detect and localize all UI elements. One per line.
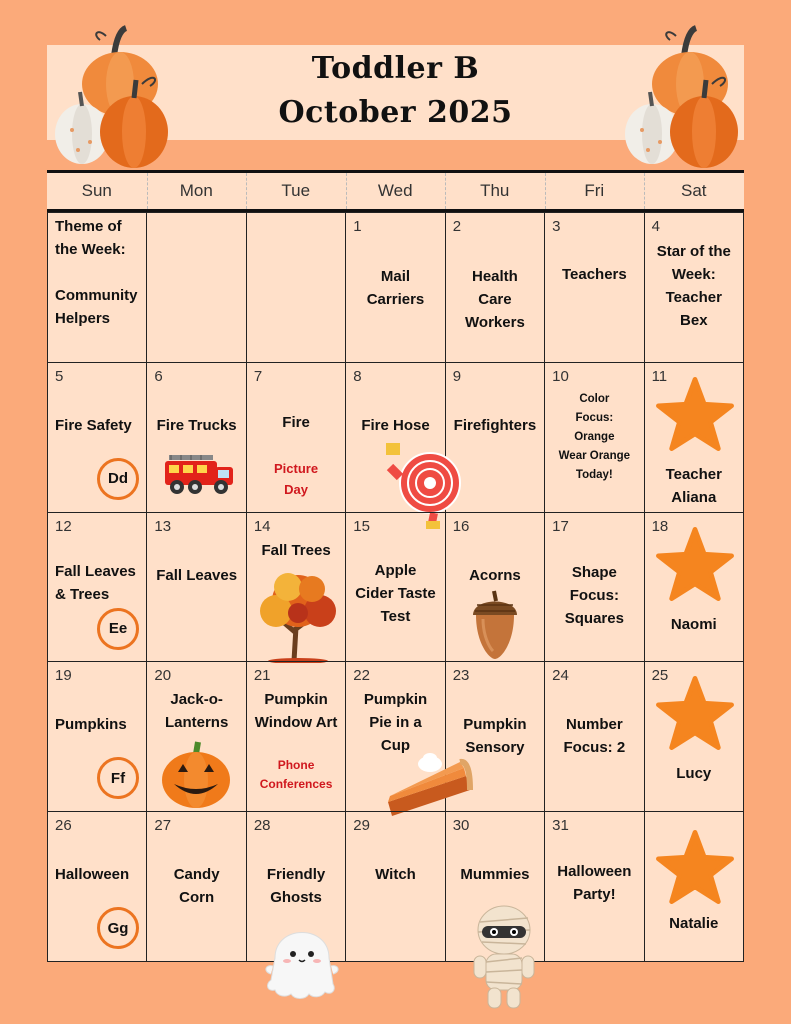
- day-cell: [545, 362, 644, 512]
- mummy-icon: [464, 900, 544, 1010]
- day-theme: Mail Carriers: [366, 268, 425, 308]
- star-icon: [656, 377, 734, 451]
- color-focus-text: Color Focus: Orange Wear Orange Today!: [558, 392, 631, 481]
- day-cell: [147, 362, 246, 512]
- day-theme: Apple Cider Taste Test: [355, 561, 436, 625]
- day-cell: [346, 362, 445, 512]
- day-theme: Acorns: [469, 566, 521, 584]
- day-theme: Witch: [375, 866, 416, 884]
- day-cell: [147, 811, 246, 961]
- day-number: 22: [353, 667, 370, 685]
- day-number: 23: [452, 667, 470, 685]
- weekday-fri: Fri: [584, 181, 605, 200]
- letter-of-week-badge: Ff: [97, 757, 139, 799]
- day-cell: [645, 661, 744, 811]
- weekday-thu: Thu: [480, 181, 510, 200]
- day-cell: [247, 811, 346, 961]
- phone-conferences-notice: Phone Conferences: [259, 758, 333, 792]
- day-cell: [545, 811, 644, 961]
- day-cell-empty: [147, 212, 246, 362]
- day-cell: [446, 512, 545, 662]
- day-number: 2: [452, 218, 462, 235]
- day-theme: Fire Safety: [55, 416, 132, 434]
- day-theme: Jack-o- Lanterns: [164, 691, 229, 732]
- theme-of-week-text: Theme of the Week: Community Helpers: [55, 218, 138, 327]
- day-theme: Firefighters: [453, 416, 537, 434]
- day-number: 28: [253, 817, 271, 835]
- day-cell: [48, 661, 147, 811]
- day-theme: Fire: [282, 413, 310, 431]
- day-number: 1: [353, 218, 362, 235]
- day-cell: [446, 811, 545, 961]
- day-cell: [645, 512, 744, 662]
- day-number: 29: [353, 817, 370, 835]
- day-theme: Friendly Ghosts: [266, 866, 326, 907]
- day-cell: [545, 512, 644, 662]
- day-theme: Mummies: [460, 866, 530, 884]
- day-number: 26: [55, 817, 72, 835]
- number-focus-text: Number Focus: 2: [563, 716, 626, 757]
- calendar-grid: [47, 212, 744, 962]
- day-number: 19: [55, 667, 72, 685]
- day-number: 11: [651, 367, 668, 385]
- day-cell: [645, 362, 744, 512]
- star-of-week-text: Star of the Week: Teacher Bex: [656, 243, 731, 329]
- fire-truck-icon: [161, 451, 237, 497]
- day-number: 27: [154, 817, 172, 835]
- star-icon: [656, 527, 734, 601]
- day-number: 5: [55, 367, 64, 385]
- day-cell: [545, 212, 644, 362]
- day-number: 9: [452, 367, 462, 385]
- letter-of-week-badge: Gg: [97, 907, 139, 949]
- day-number: 25: [651, 667, 669, 685]
- day-cell: [147, 512, 246, 662]
- student-name: Teacher Aliana: [665, 465, 722, 506]
- student-name: Lucy: [676, 765, 712, 783]
- day-cell: [446, 661, 545, 811]
- weekday-mon: Mon: [179, 181, 213, 200]
- pumpkins-right-icon: [620, 22, 745, 172]
- day-cell: [346, 212, 445, 362]
- student-name: Naomi: [670, 615, 717, 633]
- day-number: 7: [253, 367, 263, 385]
- day-cell: [346, 661, 445, 811]
- day-number: 3: [552, 218, 561, 235]
- acorn-icon: [469, 587, 521, 663]
- day-theme: Fire Trucks: [156, 416, 237, 434]
- day-number: 12: [55, 517, 72, 535]
- day-theme: Fall Trees: [261, 541, 331, 559]
- day-theme: Pumpkin Sensory: [463, 716, 527, 757]
- day-theme: Pumpkin Window Art: [254, 691, 338, 732]
- day-cell: [247, 362, 346, 512]
- day-number: 10: [552, 367, 569, 385]
- day-theme: Pumpkins: [55, 716, 127, 734]
- pumpkins-left-icon: [50, 22, 175, 172]
- day-number: 21: [253, 667, 271, 685]
- day-number: 20: [154, 667, 172, 685]
- day-cell-empty: [247, 212, 346, 362]
- letter-of-week-badge: Dd: [97, 458, 139, 500]
- day-number: 31: [552, 817, 569, 835]
- day-theme: Candy Corn: [173, 866, 220, 907]
- day-number: 14: [253, 517, 271, 535]
- day-cell: [645, 811, 744, 961]
- day-cell: [247, 661, 346, 811]
- day-number: 17: [552, 517, 569, 535]
- day-theme: Fall Leaves: [156, 566, 238, 584]
- day-cell: [48, 212, 147, 362]
- day-cell: [545, 661, 644, 811]
- day-cell: [346, 811, 445, 961]
- star-icon: [656, 676, 734, 750]
- autumn-tree-icon: [254, 571, 342, 663]
- day-theme: Health Care Workers: [465, 268, 525, 331]
- day-number: 4: [651, 218, 660, 235]
- day-cell: [147, 661, 246, 811]
- day-number: 15: [353, 517, 370, 535]
- weekday-wed: Wed: [377, 181, 413, 200]
- day-cell: [446, 362, 545, 512]
- day-number: 18: [651, 517, 669, 535]
- day-theme: Pumpkin Pie in a Cup: [363, 691, 428, 755]
- day-theme: Fall Leaves & Trees: [55, 562, 136, 603]
- star-icon: [656, 830, 734, 904]
- day-cell: [346, 512, 445, 662]
- weekday-sun: Sun: [81, 181, 112, 200]
- calendar-title-class: Toddler B: [311, 51, 480, 86]
- weekday-sat: Sat: [680, 181, 707, 200]
- day-number: 24: [552, 667, 569, 685]
- day-cell: [48, 362, 147, 512]
- day-theme: Teachers: [561, 266, 627, 283]
- day-cell: [48, 512, 147, 662]
- calendar: [47, 170, 744, 962]
- weekday-tue: Tue: [281, 181, 311, 200]
- day-theme: Fire Hose: [361, 416, 430, 434]
- day-number: 30: [452, 817, 470, 835]
- day-number: 6: [154, 367, 163, 385]
- day-number: 13: [154, 517, 172, 535]
- day-theme: Halloween: [55, 866, 130, 884]
- day-number: 8: [353, 367, 362, 385]
- day-cell: [645, 212, 744, 362]
- student-name: Natalie: [669, 915, 719, 933]
- letter-of-week-badge: Ee: [97, 608, 139, 650]
- day-cell: [446, 212, 545, 362]
- ghost-icon: [261, 914, 343, 1000]
- day-cell: [48, 811, 147, 961]
- picture-day-notice: Picture Day: [274, 460, 319, 497]
- day-cell: [247, 512, 346, 662]
- shape-focus-text: Shape Focus: Squares: [564, 563, 624, 627]
- day-theme: Halloween Party!: [557, 863, 632, 904]
- day-number: 16: [452, 517, 470, 535]
- calendar-title-month: October 2025: [278, 95, 513, 130]
- jack-o-lantern-icon: [160, 738, 232, 810]
